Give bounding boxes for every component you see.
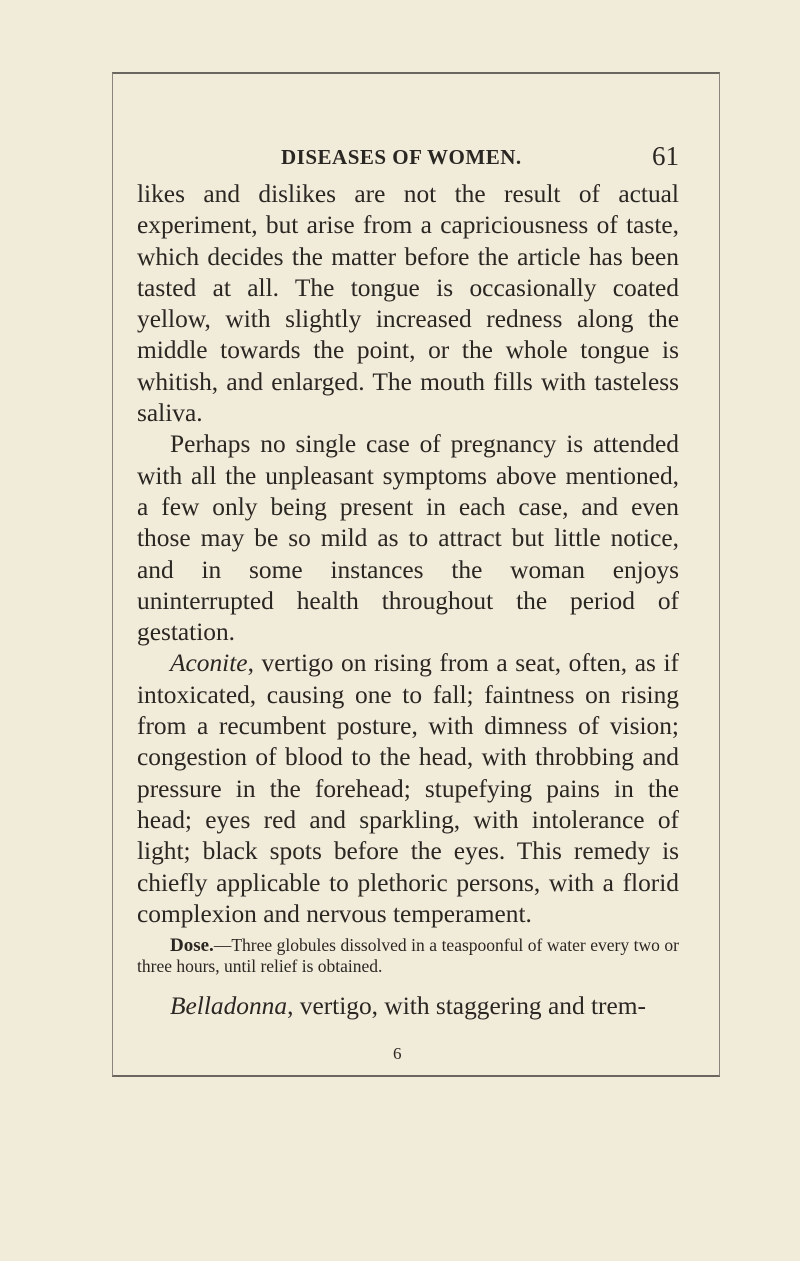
remedy-name-aconite: Aconite xyxy=(170,649,248,678)
body-text xyxy=(137,179,679,1022)
signature-mark: 6 xyxy=(393,1044,402,1063)
remedy-name-belladonna: Belladonna xyxy=(170,992,288,1021)
dose-text: —Three globules dissolved in a teaspoonful of water every two or three hours, until relief is obtained. xyxy=(137,935,679,977)
page-header xyxy=(137,139,679,179)
dose-label: Dose. xyxy=(170,935,214,957)
paragraph-1: likes and dislikes are not the result of actual experiment, but arise from a capriciousness of taste, which decides the matter before the article has been tasted at all. The tongue is occasionally coated yellow, with slightly increased redness along the middle towards the point, or the whole tongue is whitish, and enlarged. The mouth fills with tasteless saliva. xyxy=(137,180,679,428)
paragraph-3 xyxy=(137,648,679,930)
paragraph-2: Perhaps no single case of pregnancy is attended with all the unpleasant symptoms above mentioned, a few only being present in each case, and even those may be so mild as to attract but little notice, and in some instances the woman enjoys uninterrupted health throughout the period of gestation. xyxy=(137,430,679,647)
running-title: DISEASES OF WOMEN. xyxy=(281,145,522,169)
dose-note xyxy=(137,935,679,977)
belladonna-description: , vertigo, with staggering and trem- xyxy=(287,992,646,1021)
page-number: 61 xyxy=(652,141,679,171)
aconite-description: , vertigo on rising from a seat, often, as if intoxicated, causing one to fall; faintness on rising from a recumbent posture, with dimness of vision; congestion of blood to the head, with throbbing and pressure in the forehead; stupefying pains in the head; eyes red and sparkling, with intolerance of light; black spots before the eyes. This remedy is chiefly applicable to plethoric persons, with a florid complexion and nervous temperament. xyxy=(137,649,679,928)
paragraph-4 xyxy=(137,991,679,1022)
